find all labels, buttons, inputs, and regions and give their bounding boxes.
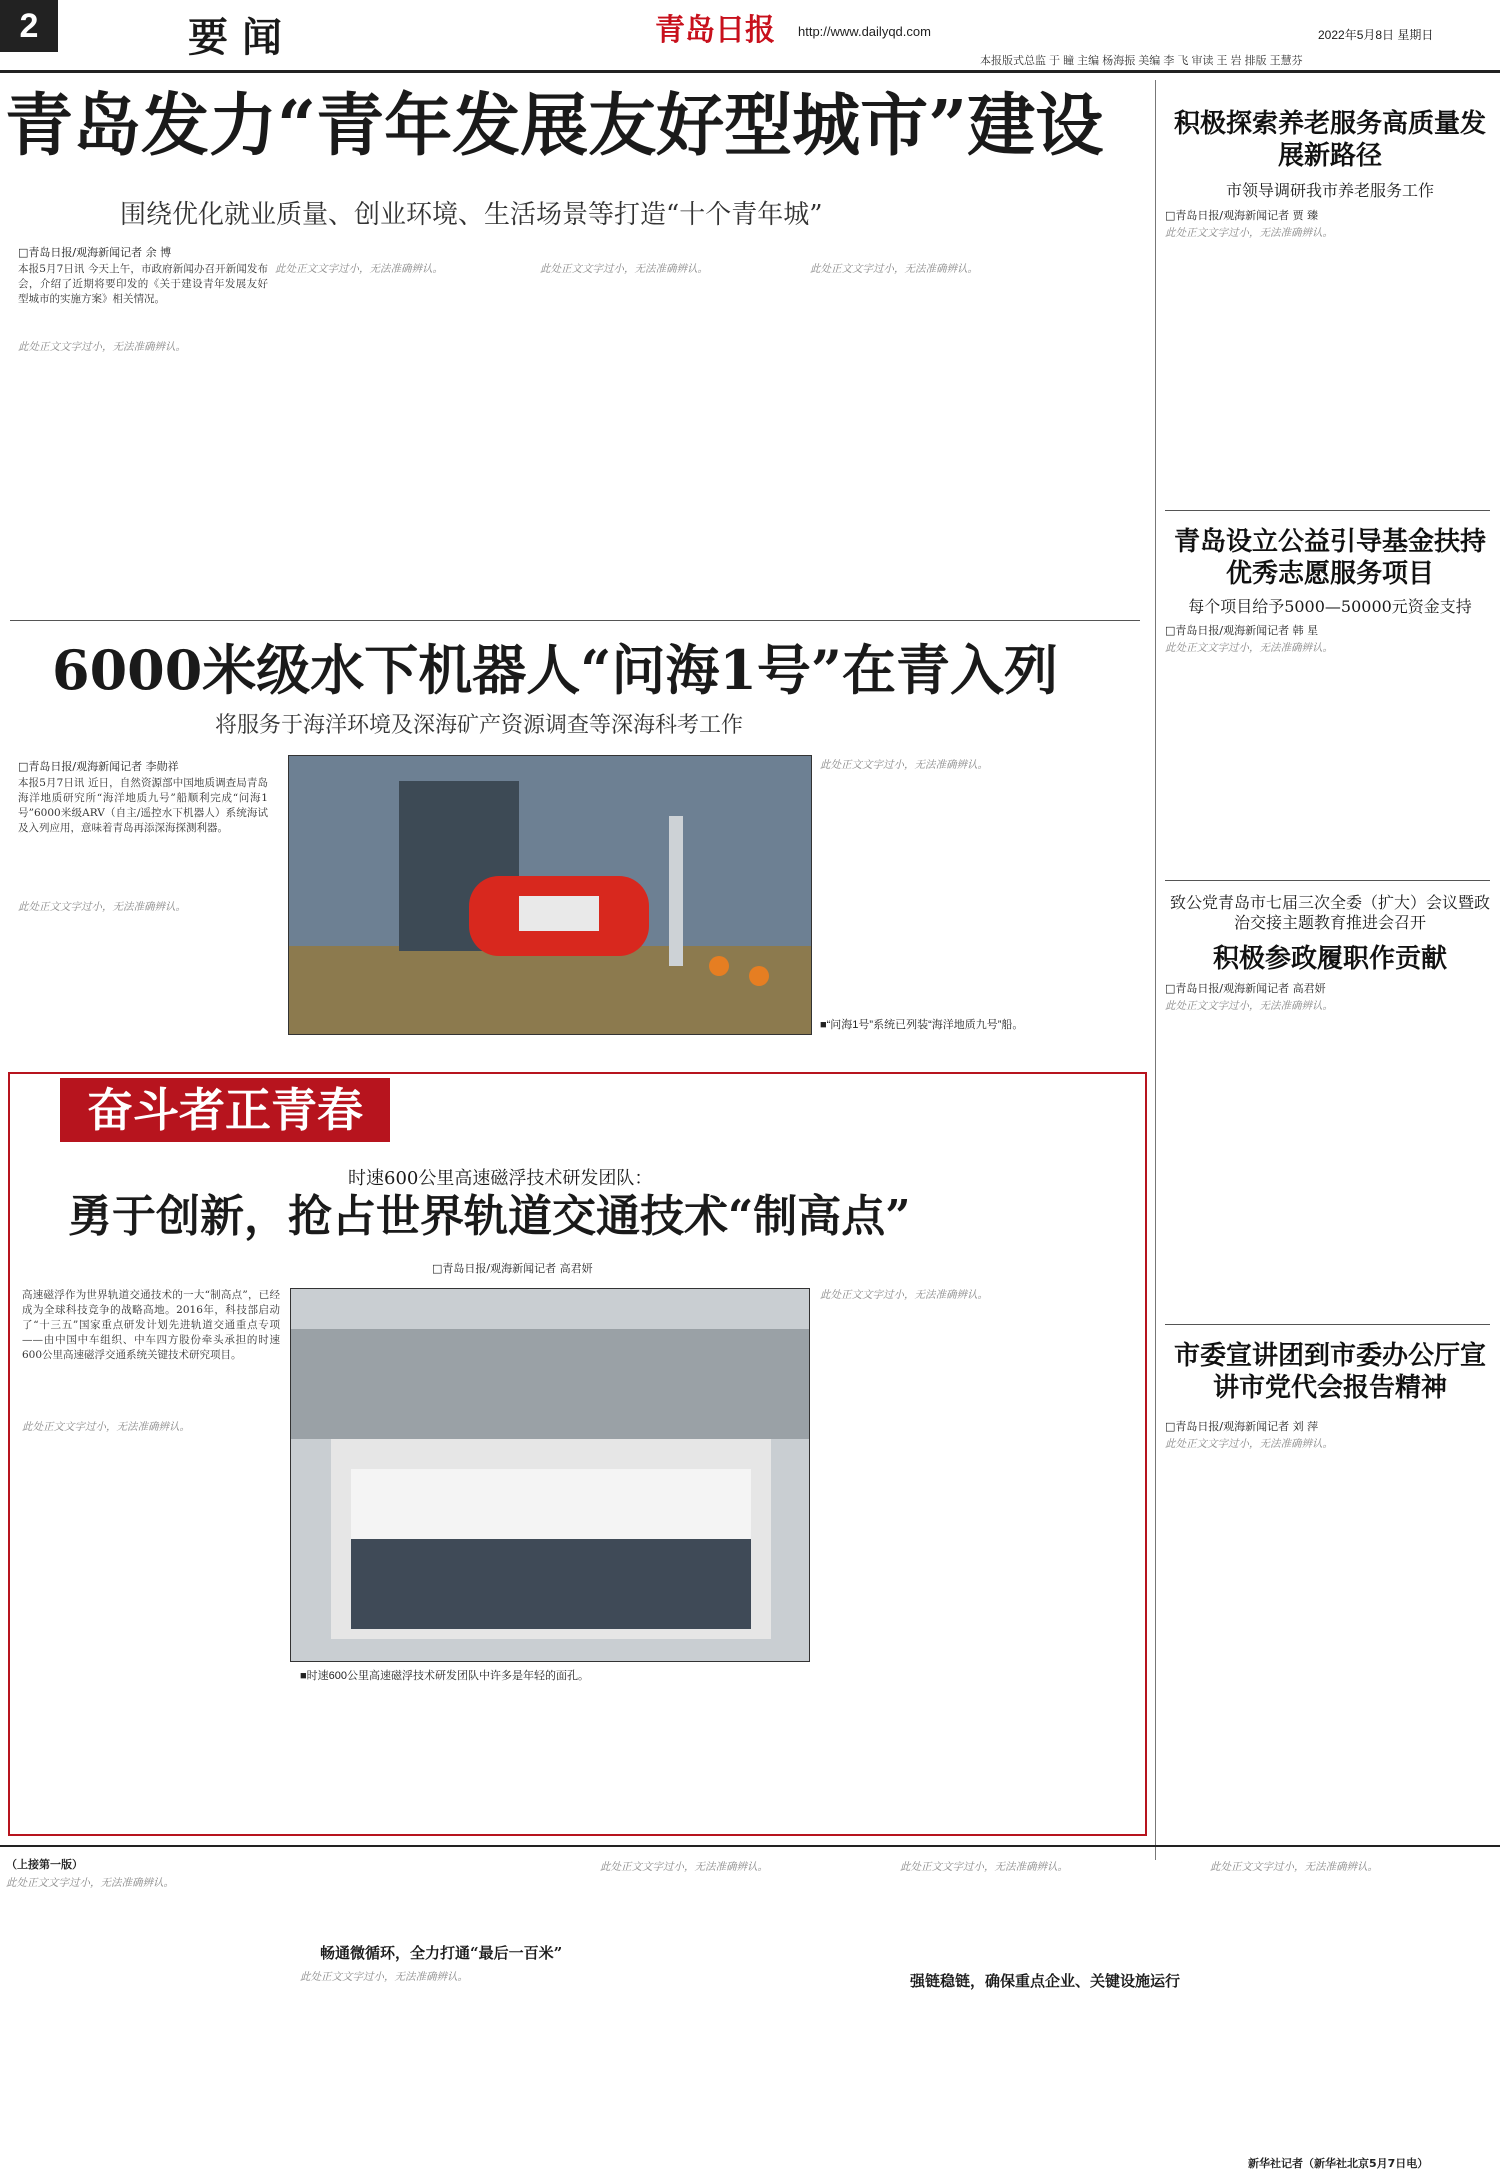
bottom-body-unreadable: 此处正文文字过小，无法准确辨认。 <box>6 1877 174 1889</box>
bottom-body-unreadable: 此处正文文字过小，无法准确辨认。 <box>1210 1861 1378 1873</box>
right-article-2-body-unreadable: 此处正文文字过小，无法准确辨认。 <box>1165 642 1333 654</box>
robot-byline: □青岛日报/观海新闻记者 李勋祥 <box>18 760 179 773</box>
lead-body-unreadable: 此处正文文字过小，无法准确辨认。 <box>810 263 978 275</box>
section-title: 要闻 <box>188 14 296 61</box>
page-number: 2 <box>0 0 58 52</box>
lead-byline: □青岛日报/观海新闻记者 余 博 <box>18 246 172 259</box>
lead-body-unreadable: 此处正文文字过小，无法准确辨认。 <box>18 341 186 353</box>
agency-credit: 新华社记者（新华社北京5月7日电） <box>1248 2157 1429 2170</box>
team-photo <box>290 1288 810 1662</box>
feature-headline: 勇于创新，抢占世界轨道交通技术“制高点” <box>68 1191 911 1242</box>
lead-body-unreadable: 此处正文文字过小，无法准确辨认。 <box>275 263 443 275</box>
robot-photo <box>288 755 812 1035</box>
bottom-body-unreadable: 此处正文文字过小，无法准确辨认。 <box>900 1861 1068 1873</box>
right-article-4-title: 市委宣讲团到市委办公厅宣讲市党代会报告精神 <box>1173 1341 1486 1403</box>
issue-date: 2022年5月8日 星期日 <box>1318 28 1434 42</box>
bottom-body-unreadable: 此处正文文字过小，无法准确辨认。 <box>300 1971 468 1983</box>
right-article-1-subtitle: 市领导调研我市养老服务工作 <box>1225 181 1434 200</box>
divider <box>1165 1324 1490 1325</box>
right-article-2-title: 青岛设立公益引导基金扶持优秀志愿服务项目 <box>1173 527 1486 589</box>
masthead-rule <box>0 70 1500 73</box>
robot-caption: ■“问海1号”系统已列装“海洋地质九号”船。 <box>820 1019 1024 1031</box>
team-photo-caption: ■时速600公里高速磁浮技术研发团队中许多是年轻的面孔。 <box>300 1670 589 1682</box>
robot-photo-illustration <box>289 756 811 1034</box>
divider <box>10 620 1140 621</box>
robot-headline: 6000米级水下机器人“问海1号”在青入列 <box>52 638 1058 702</box>
bottom-rule <box>0 1845 1500 1847</box>
feature-body-unreadable: 此处正文文字过小，无法准确辨认。 <box>820 1289 988 1301</box>
bottom-subhead-1: 畅通微循环，全力打通“最后一百米” <box>320 1944 563 1962</box>
feature-column-stamp: 奋斗者正青春 <box>60 1078 390 1142</box>
lead-body-unreadable: 此处正文文字过小，无法准确辨认。 <box>540 263 708 275</box>
feature-body: 高速磁浮作为世界轨道交通技术的一大“制高点”，已经成为全球科技竞争的战略高地。2016年，科技部启动了“十三五”国家重点研发计划先进轨道交通重点专项——由中国中车组织、中车四方股份牵头承担的时速600公里高速磁浮交通系统关键技术研究项目。 <box>22 1289 280 1361</box>
lead-headline: 青岛发力“青年发展友好型城市”建设 <box>5 86 1104 166</box>
lead-body: 本报5月7日讯 今天上午，市政府新闻办召开新闻发布会，介绍了近期将要印发的《关于建设青年发展友好型城市的实施方案》相关情况。 <box>18 263 268 305</box>
lead-subhead: 围绕优化就业质量、创业环境、生活场景等打造“十个青年城” <box>120 200 823 230</box>
paper-logo: 青岛日报 <box>655 13 775 48</box>
right-article-3-title: 积极参政履职作贡献 <box>1212 944 1447 974</box>
column-divider <box>1155 80 1156 1860</box>
robot-body: 本报5月7日讯 近日，自然资源部中国地质调查局青岛海洋地质研究所“海洋地质九号”船顺利完成“问海1号”6000米级ARV（自主/遥控水下机器人）系统海试及入列应用，意味着青岛再添深海探测利器。 <box>18 777 268 834</box>
feature-kicker: 时速600公里高速磁浮技术研发团队： <box>348 1168 653 1189</box>
right-article-2-subtitle: 每个项目给予5000—50000元资金支持 <box>1188 597 1472 616</box>
bottom-body-unreadable: 此处正文文字过小，无法准确辨认。 <box>600 1861 768 1873</box>
robot-body-unreadable: 此处正文文字过小，无法准确辨认。 <box>18 901 186 913</box>
team-photo-illustration <box>291 1289 809 1661</box>
continued-label: （上接第一版） <box>6 1858 83 1871</box>
right-article-1-title: 积极探索养老服务高质量发展新路径 <box>1173 109 1486 171</box>
right-article-2-byline: □青岛日报/观海新闻记者 韩 星 <box>1165 624 1319 637</box>
right-article-3-body-unreadable: 此处正文文字过小，无法准确辨认。 <box>1165 1000 1333 1012</box>
robot-body-unreadable: 此处正文文字过小，无法准确辨认。 <box>820 759 988 771</box>
right-article-4-byline: □青岛日报/观海新闻记者 刘 萍 <box>1165 1420 1319 1433</box>
right-article-3-kicker: 致公党青岛市七届三次全委（扩大）会议暨政治交接主题教育推进会召开 <box>1170 893 1491 932</box>
bottom-subhead-2: 强链稳链，确保重点企业、关键设施运行 <box>910 1972 1181 1990</box>
right-article-1-byline: □青岛日报/观海新闻记者 贾 臻 <box>1165 209 1319 222</box>
feature-byline: □青岛日报/观海新闻记者 高君妍 <box>432 1262 593 1275</box>
divider <box>1165 510 1490 511</box>
right-article-4-body-unreadable: 此处正文文字过小，无法准确辨认。 <box>1165 1438 1333 1450</box>
feature-body-unreadable: 此处正文文字过小，无法准确辨认。 <box>22 1421 190 1433</box>
right-article-1-body-unreadable: 此处正文文字过小，无法准确辨认。 <box>1165 227 1333 239</box>
robot-subhead: 将服务于海洋环境及深海矿产资源调查等深海科考工作 <box>215 713 744 738</box>
paper-url[interactable]: http://www.dailyqd.com <box>798 24 931 39</box>
editorial-credits: 本报版式总监 于 瞳 主编 杨海振 美编 李 飞 审读 王 岩 排版 王慧芬 <box>980 55 1303 67</box>
right-article-3-byline: □青岛日报/观海新闻记者 高君妍 <box>1165 982 1326 995</box>
divider <box>1165 880 1490 881</box>
